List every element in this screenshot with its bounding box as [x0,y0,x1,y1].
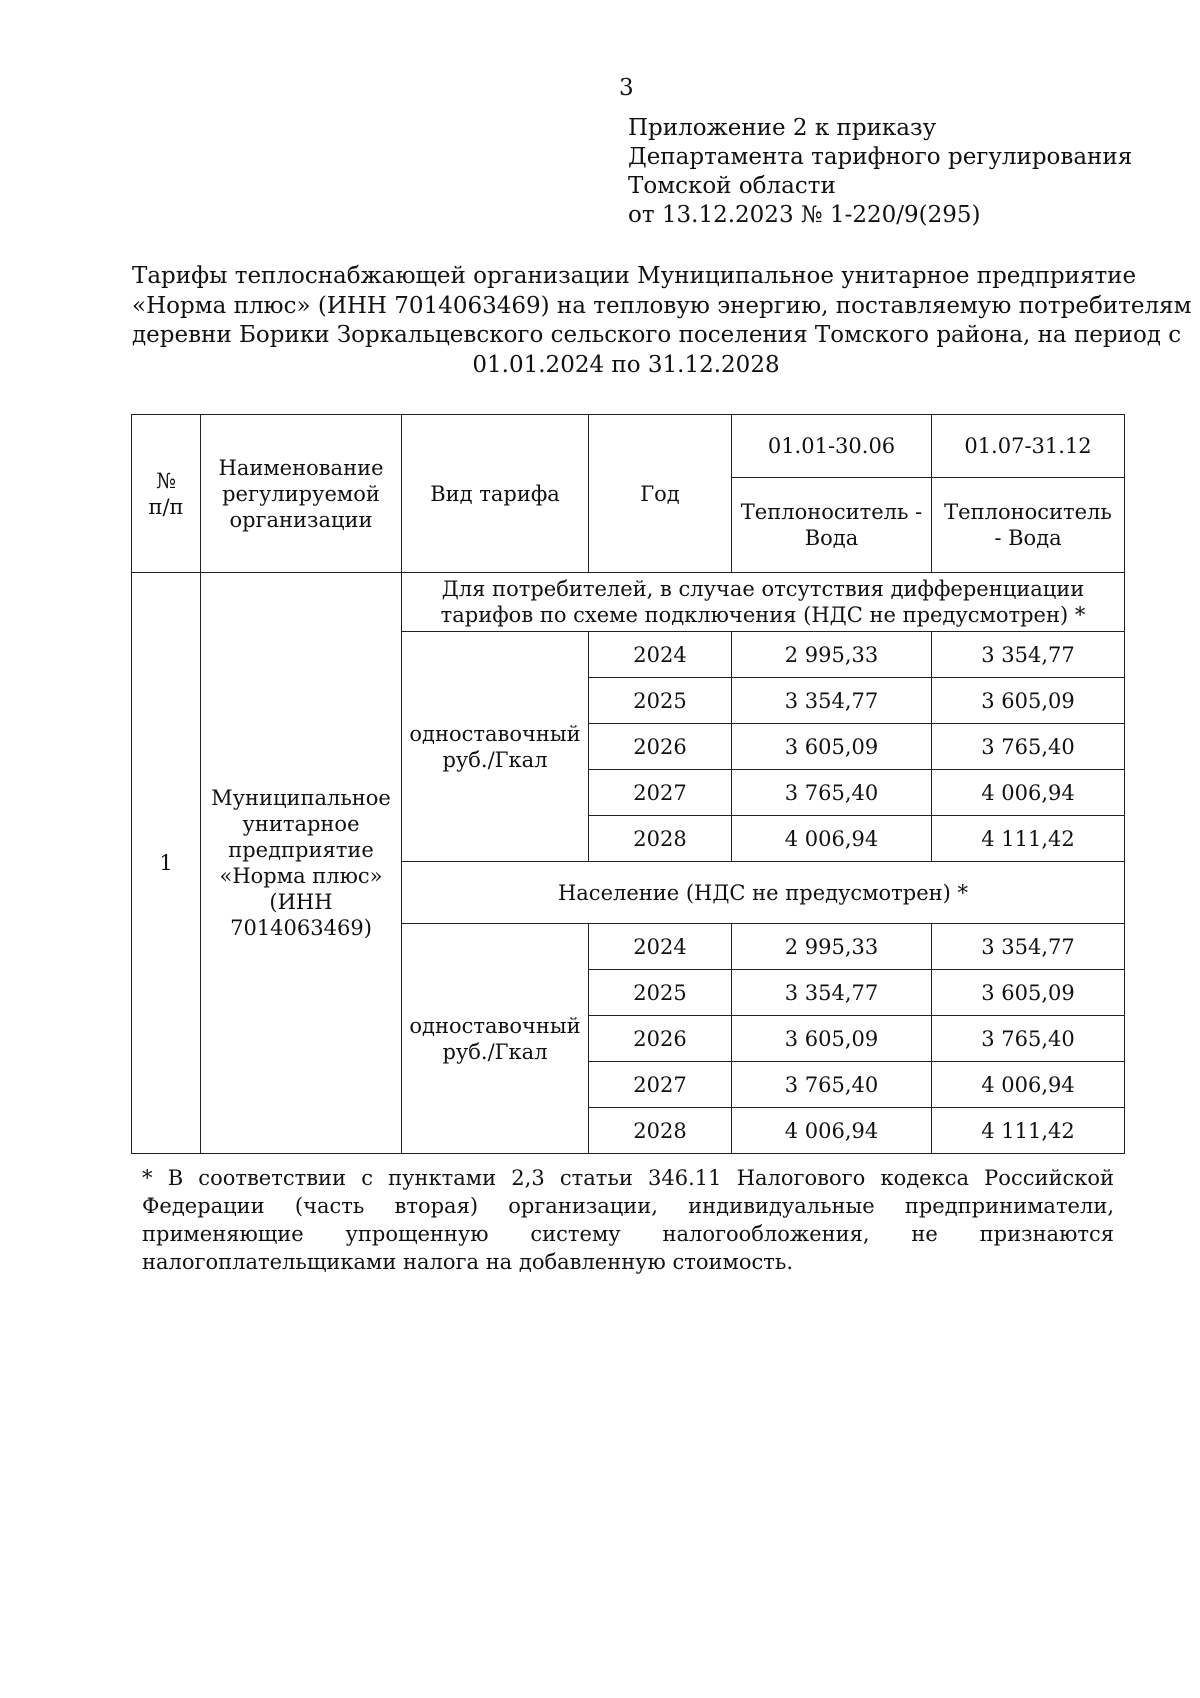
tariff-type-line: одноставочный [409,1013,581,1038]
org-line: Муниципальное [211,786,391,810]
org-line: предприятие [228,838,374,862]
table-header-row [132,415,1125,478]
header-period-2: 01.07-31.12 [932,415,1125,478]
tariff-value-period-2: 4 006,94 [932,1062,1125,1108]
tariff-value-period-1: 2 995,33 [732,924,932,970]
header-carrier-1: Теплоноситель - Вода [732,478,932,573]
tariff-table [131,414,1125,1154]
org-line: унитарное [242,812,360,836]
org-line: «Норма плюс» [219,864,383,888]
year-cell: 2028 [589,1108,732,1154]
tariff-value-period-2: 3 605,09 [932,678,1125,724]
header-num: № п/п [132,415,201,573]
appendix-line: Приложение 2 к приказу [628,115,937,141]
tariff-value-period-1: 3 765,40 [732,1062,932,1108]
tariff-value-period-2: 3 354,77 [932,924,1125,970]
appendix-line: Департамента тарифного регулирования [628,144,1133,170]
section-title-row [132,573,1125,632]
header-year: Год [589,415,732,573]
year-cell: 2026 [589,724,732,770]
title-line: Тарифы теплоснабжающей организации Муниципальное унитарное предприятие [132,263,1137,289]
page-number: 3 [619,75,634,101]
year-cell: 2024 [589,924,732,970]
year-cell: 2024 [589,632,732,678]
tariff-value-period-1: 3 354,77 [732,970,932,1016]
appendix-line: от 13.12.2023 № 1-220/9(295) [628,202,981,228]
tariff-value-period-1: 3 605,09 [732,1016,932,1062]
organization-cell [201,573,402,1154]
title-line: 01.01.2024 по 31.12.2028 [472,351,780,378]
title-line: «Норма плюс» (ИНН 7014063469) на тепловую энергию, поставляемую потребителям [132,292,1192,319]
tariff-value-period-1: 4 006,94 [732,1108,932,1154]
tariff-type-line: одноставочный [409,721,581,746]
tariff-unit-line: руб./Гкал [442,1039,548,1064]
tariff-value-period-1: 3 765,40 [732,770,932,816]
year-cell: 2028 [589,816,732,862]
row-number-cell: 1 [132,573,201,1154]
tariff-value-period-2: 3 765,40 [932,724,1125,770]
document-title [132,262,1192,380]
appendix-line: Томской области [628,173,836,199]
year-cell: 2025 [589,970,732,1016]
footnote: * В соответствии с пунктами 2,3 статьи 346.11 Налогового кодекса Российской Федерации (часть вторая) организации, индивидуальные предприниматели, применяющие упрощенную систему налогообложения, не признаются налогоплательщиками налога на добавленную стоимость. [142,1166,1114,1274]
section-title: Население (НДС не предусмотрен) * [402,862,1125,924]
header-carrier-2: Теплоноситель - Вода [932,478,1125,573]
header-organization: Наименование регулируемой организации [201,415,402,573]
tariff-value-period-2: 4 111,42 [932,1108,1125,1154]
year-cell: 2025 [589,678,732,724]
tariff-value-period-1: 3 354,77 [732,678,932,724]
year-cell: 2026 [589,1016,732,1062]
tariff-value-period-1: 2 995,33 [732,632,932,678]
org-line: 7014063469) [230,916,372,940]
header-period-1: 01.01-30.06 [732,415,932,478]
tariff-type-cell [402,924,589,1154]
tariff-value-period-2: 3 354,77 [932,632,1125,678]
header-tariff-type: Вид тарифа [402,415,589,573]
tariff-value-period-1: 4 006,94 [732,816,932,862]
tariff-value-period-1: 3 605,09 [732,724,932,770]
section-title: Для потребителей, в случае отсутствия дифференциации тарифов по схеме подключения (НДС не предусмотрен) * [402,573,1125,632]
org-line: (ИНН [269,890,333,914]
appendix-block [628,114,1132,230]
tariff-type-cell [402,632,589,862]
tariff-value-period-2: 3 765,40 [932,1016,1125,1062]
tariff-unit-line: руб./Гкал [442,747,548,772]
year-cell: 2027 [589,1062,732,1108]
title-line: деревни Борики Зоркальцевского сельского поселения Томского района, на период с [132,322,1182,348]
year-cell: 2027 [589,770,732,816]
tariff-value-period-2: 4 006,94 [932,770,1125,816]
tariff-value-period-2: 4 111,42 [932,816,1125,862]
tariff-value-period-2: 3 605,09 [932,970,1125,1016]
